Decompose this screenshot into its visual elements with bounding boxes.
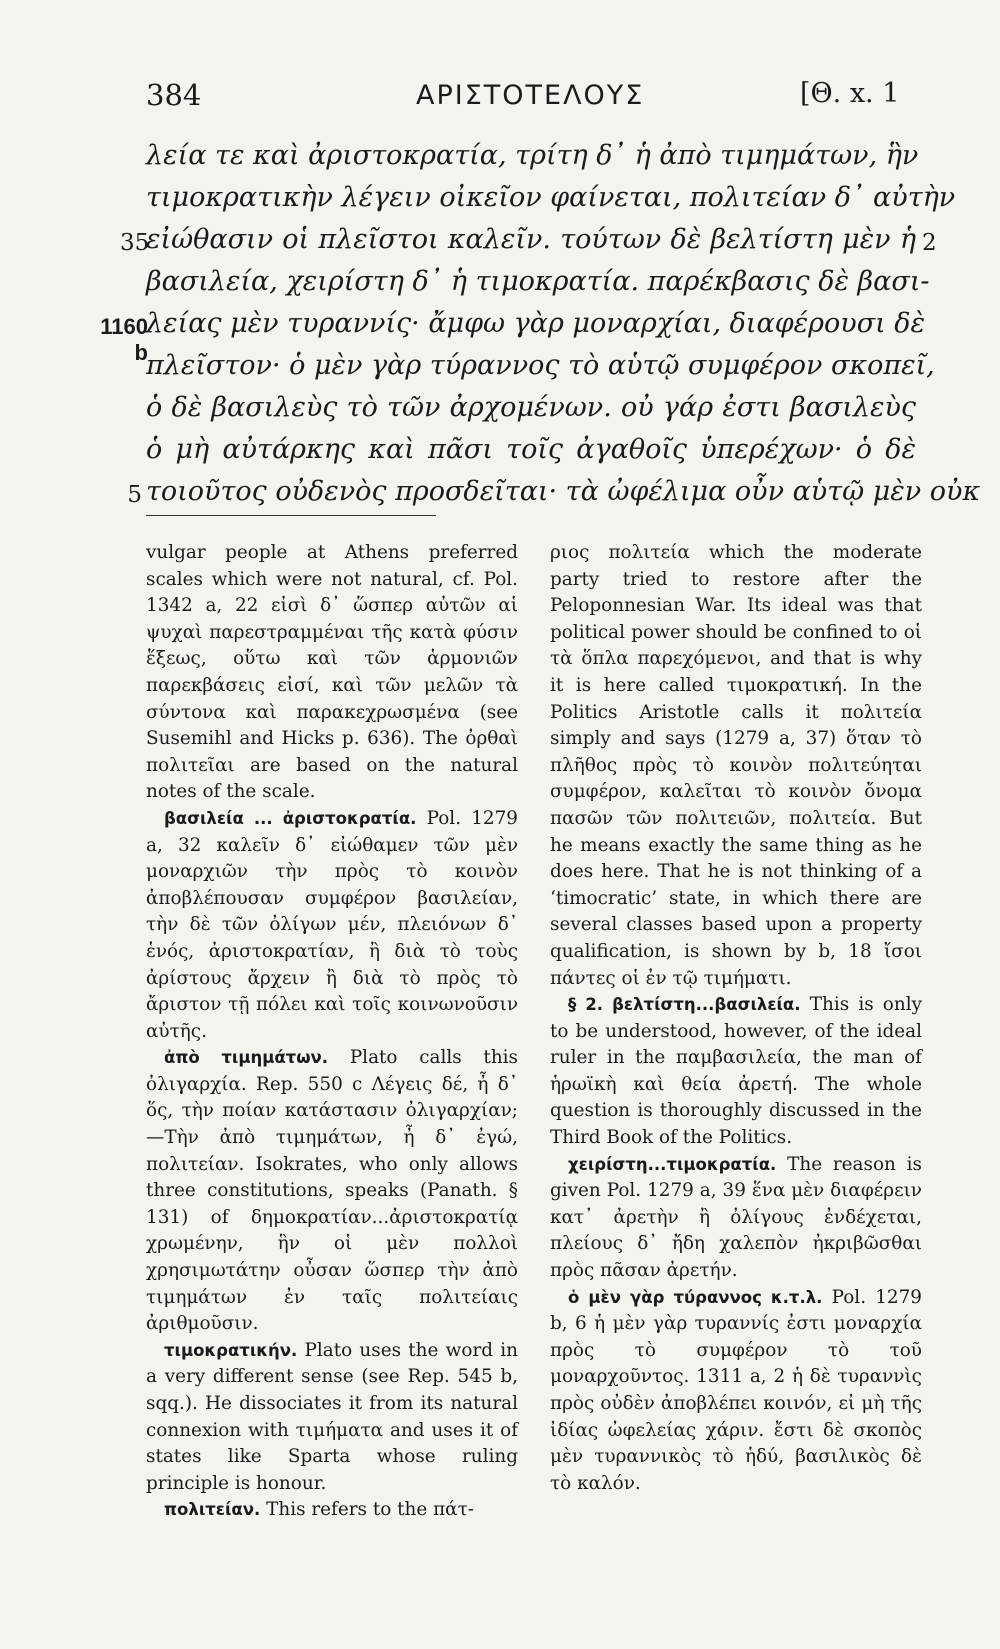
text-line — [0, 266, 1000, 308]
notes-right-column — [550, 540, 922, 1497]
note-paragraph — [146, 1338, 518, 1498]
text-line — [0, 476, 1000, 518]
note-paragraph — [146, 806, 518, 1045]
text-line — [0, 392, 1000, 434]
note-lemma: τιμοκρατικήν. — [164, 1340, 298, 1360]
text-line — [0, 140, 1000, 182]
note-paragraph — [146, 1045, 518, 1338]
note-paragraph — [146, 540, 518, 806]
line-text: ὁ μὴ αὐτάρκης καὶ πᾶσι τοῖς ἀγαθοῖς ὑπερέχων· ὁ δὲ — [146, 434, 916, 465]
note-lemma: § 2. βελτίστη...βασιλεία. — [568, 995, 801, 1015]
page-header — [0, 78, 1000, 118]
line-text: εἰώθασιν οἱ πλεῖστοι καλεῖν. τούτων δὲ βελτίστη μὲν ἡ — [146, 224, 916, 255]
note-text: This refers to the πάτ- — [266, 1499, 474, 1521]
note-paragraph — [550, 992, 922, 1152]
notes-left-column — [146, 540, 518, 1524]
section-number: 2 — [922, 230, 937, 256]
note-text: Plato calls this ὀλιγαρχία. Rep. 550 c Λέγεις δέ, ἦ δ᾽ ὅς, τὴν ποίαν κατάστασιν ὀλιγαρχίαν;—Τὴν ἀπὸ τιμημάτων, ἦ δ᾽ ἐγώ, πολιτείαν. Isokrates, who only allows three constitutions, speaks (Panath. § 131) of δημοκρατίαν...ἀριστοκρατίᾳ χρωμένην, ἣν οἱ μὲν πολλοὶ χρησιμωτάτην οὖσαν ὥσπερ τὴν ἀπὸ τιμημάτων ἐν ταῖς πολιτείαις ἀριθμοῦσιν. — [146, 1047, 518, 1335]
text-line — [0, 308, 1000, 365]
text-line — [0, 434, 1000, 476]
note-paragraph — [146, 1497, 518, 1524]
line-text: λείας μὲν τυραννίς· ἄμφω γὰρ μοναρχίαι, διαφέρουσι δὲ — [146, 308, 926, 339]
line-number: 5 — [127, 482, 142, 508]
note-lemma: ἀπὸ τιμημάτων. — [164, 1048, 329, 1068]
note-text: Pol. 1279 a, 32 καλεῖν δ᾽ εἰώθαμεν τῶν μὲν μοναρχιῶν τὴν πρὸς τὸ κοινὸν ἀποβλέπουσαν συμφέρον βασιλείαν, τὴν δὲ τῶν ὀλίγων μέν, πλειόνων δ᾽ ἑνός, ἀριστοκρατίαν, ἢ διὰ τὸ τοὺς ἀρίστους ἄρχειν ἢ διὰ τὸ πρὸς τὸ ἄριστον τῇ πόλει καὶ τοῖς κοινωνοῦσιν αὐτῆς. — [146, 807, 518, 1042]
note-text: vulgar people at Athens preferred scales which were not natural, cf. Pol. 1342 a, 22 εἰσὶ δ᾽ ὥσπερ αὐτῶν αἱ ψυχαὶ παρεστραμμέναι τῆς κατὰ φύσιν ἕξεως, οὕτω καὶ τῶν ἁρμονιῶν παρεκβάσεις εἰσί, καὶ τῶν μελῶν τὰ σύντονα καὶ παρακεχρωσμένα (see Susemihl and Hicks p. 636). The ὀρθαὶ πολιτεῖαι are based on the natural notes of the scale. — [146, 542, 518, 803]
note-text: The reason is given Pol. 1279 a, 39 ἕνα μὲν διαφέρειν κατ᾽ ἀρετὴν ἢ ὀλίγους ἐνδέχεται, πλείους δ᾽ ἤδη χαλεπὸν ἠκριβῶσθαι πρὸς πᾶσαν ἀρετήν. — [550, 1153, 922, 1282]
note-paragraph — [550, 540, 922, 992]
note-text: Pol. 1279 b, 6 ἡ μὲν γὰρ τυραννίς ἐστι μοναρχία πρὸς τὸ συμφέρον τὸ τοῦ μοναρχοῦντος. 1311 a, 2 ἡ δὲ τυραννὶς πρὸς οὐδὲν ἀποβλέπει κοινόν, εἰ μὴ τῆς ἰδίας ὠφελείας χάριν. ἔστι δὲ σκοπὸς μὲν τυραννικὸς τὸ ἡδύ, βασιλικὸς δὲ τὸ καλόν. — [550, 1286, 922, 1494]
section-reference: [Θ. x. 1 — [800, 78, 900, 109]
note-lemma: χειρίστη...τιμοκρατία. — [568, 1154, 777, 1174]
text-line — [0, 182, 1000, 224]
line-text: πλεῖστον· ὁ μὲν γὰρ τύραννος τὸ αὑτῷ συμφέρον σκοπεῖ, — [146, 350, 935, 381]
text-line — [0, 224, 1000, 266]
text-line — [0, 350, 1000, 392]
note-lemma: πολιτείαν. — [164, 1500, 261, 1520]
line-number: 35 — [120, 230, 150, 256]
line-text: λεία τε καὶ ἀριστοκρατία, τρίτη δ᾽ ἡ ἀπὸ τιμημάτων, ἣν — [146, 140, 919, 171]
line-text: βασιλεία, χειρίστη δ᾽ ἡ τιμοκρατία. παρέκβασις δὲ βασι- — [146, 266, 930, 297]
note-lemma: βασιλεία ... ἀριστοκρατία. — [164, 808, 417, 828]
note-text: Plato uses the word in a very different sense (see Rep. 545 b, sqq.). He dissociates it from its natural connexion with τιμήματα and uses it of states like Sparta whose ruling principle is honour. — [146, 1339, 518, 1494]
note-text: ριος πολιτεία which the moderate party tried to restore after the Peloponnesian War. Its ideal was that political power should be confined to οἱ τὰ ὅπλα παρεχόμενοι, and that is why it is here called τιμοκρατική. In the Politics Aristotle calls it πολιτεία simply and says (1279 a, 37) ὅταν τὸ πλῆθος πρὸς τὸ κοινὸν πολιτεύηται συμφέρον, καλεῖται τὸ κοινὸν ὄνομα πασῶν τῶν πολιτειῶν, πολιτεία. But he means exactly the same thing as he does here. That he is not thinking of a ‘timocratic’ state, in which there are several classes based upon a property qualification, is shown by b, 18 ἴσοι πάντες οἱ ἐν τῷ τιμήματι. — [550, 542, 922, 989]
running-title: ΑΡΙΣΤΟΤΕΛΟΥΣ — [416, 80, 645, 111]
note-paragraph — [550, 1152, 922, 1285]
page-number: 384 — [146, 78, 202, 112]
note-lemma: ὁ μὲν γὰρ τύραννος κ.τ.λ. — [568, 1287, 823, 1307]
note-paragraph — [550, 1285, 922, 1498]
footnote-divider — [146, 515, 436, 516]
line-text: ὁ δὲ βασιλεὺς τὸ τῶν ἀρχομένων. οὐ γάρ ἐστι βασιλεὺς — [146, 392, 916, 423]
note-text: This is only to be understood, however, of the ideal ruler in the παμβασιλεία, the man of ἡρωϊκὴ καὶ θεία ἀρετή. The whole question is thoroughly discussed in the Third Book of the Politics. — [550, 994, 922, 1149]
line-text: τοιοῦτος οὐδενὸς προσδεῖται· τὰ ὠφέλιμα οὖν αὑτῷ μὲν οὐκ — [146, 476, 981, 507]
bekker-page-number: 1160 b — [100, 314, 148, 365]
line-text: τιμοκρατικὴν λέγειν οἰκεῖον φαίνεται, πολιτείαν δ᾽ αὐτὴν — [146, 182, 956, 213]
